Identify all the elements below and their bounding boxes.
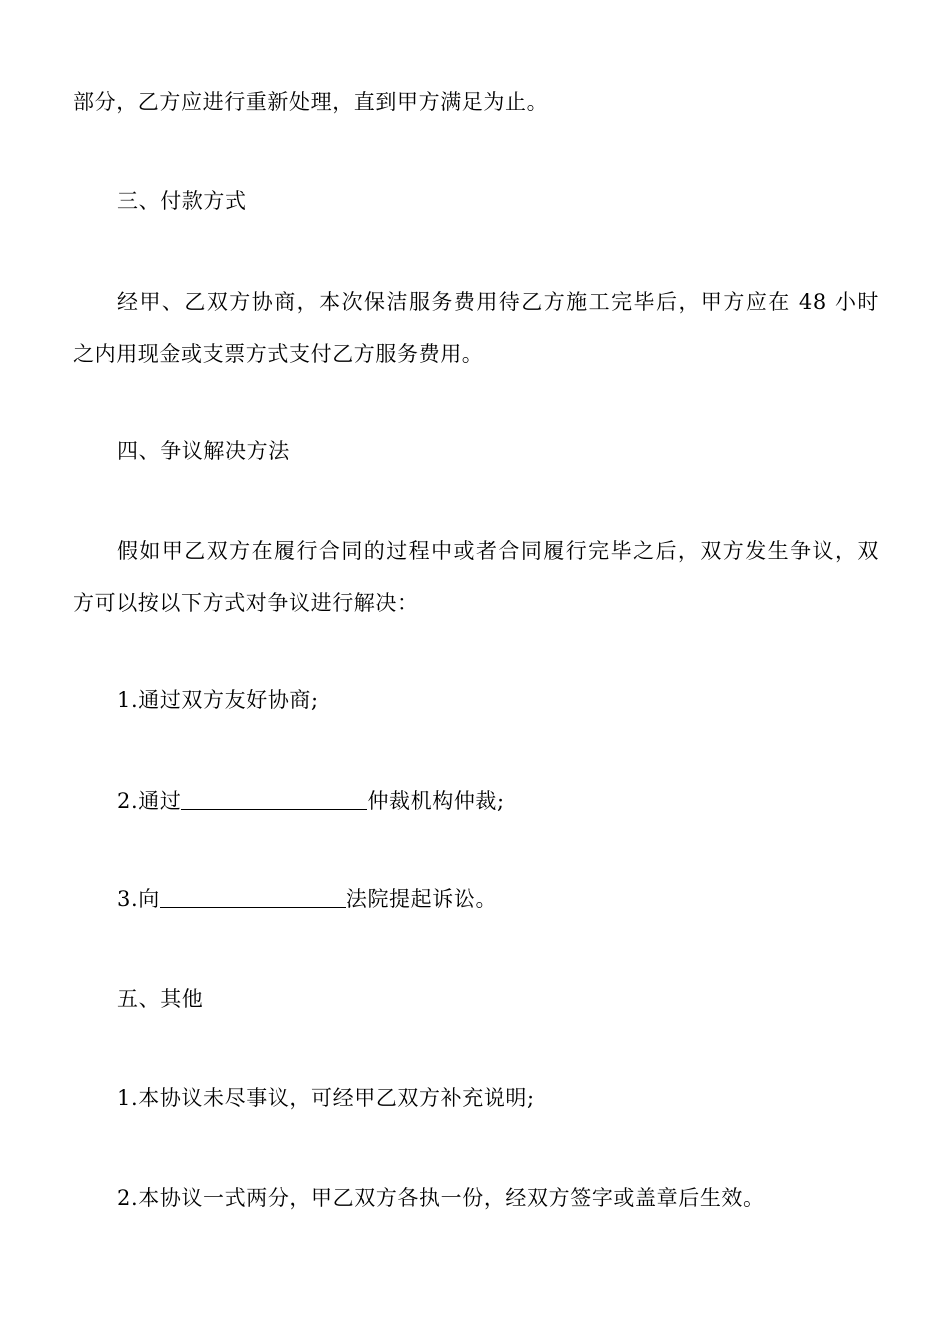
dispute-item-3-suffix: 法院提起诉讼。 bbox=[345, 887, 498, 911]
dispute-item-1: 1.通过双方友好协商; bbox=[117, 688, 319, 712]
section-heading-other: 五、其他 bbox=[117, 987, 204, 1011]
other-item-2: 2.本协议一式两分，甲乙双方各执一份，经双方签字或盖章后生效。 bbox=[117, 1186, 765, 1210]
section-heading-dispute: 四、争议解决方法 bbox=[117, 439, 290, 463]
dispute-item-3-prefix: 3.向 bbox=[117, 887, 160, 911]
arbitration-blank-field[interactable] bbox=[181, 789, 367, 810]
other-item-1: 1.本协议未尽事议，可经甲乙双方补充说明; bbox=[117, 1086, 535, 1110]
payment-paragraph-line-2: 之内用现金或支票方式支付乙方服务费用。 bbox=[73, 342, 484, 366]
dispute-paragraph-line-2: 方可以按以下方式对争议进行解决： bbox=[73, 591, 419, 615]
payment-paragraph-line-1 bbox=[73, 288, 879, 316]
dispute-paragraph-text-1: 假如甲乙双方在履行合同的过程中或者合同履行完毕之后，双方发生争议，双 bbox=[117, 539, 879, 563]
paragraph-continuation: 部分，乙方应进行重新处理，直到甲方满足为止。 bbox=[73, 90, 549, 114]
dispute-item-2-suffix: 仲裁机构仲裁; bbox=[367, 789, 505, 813]
dispute-paragraph-line-1 bbox=[73, 537, 879, 565]
dispute-item-2 bbox=[117, 787, 505, 815]
payment-paragraph-text-1: 经甲、乙双方协商，本次保洁服务费用待乙方施工完毕后，甲方应在 48 小时 bbox=[117, 290, 879, 314]
section-heading-payment: 三、付款方式 bbox=[117, 189, 247, 213]
dispute-item-2-prefix: 2.通过 bbox=[117, 789, 182, 813]
dispute-item-3 bbox=[117, 885, 497, 913]
court-blank-field[interactable] bbox=[160, 887, 346, 908]
